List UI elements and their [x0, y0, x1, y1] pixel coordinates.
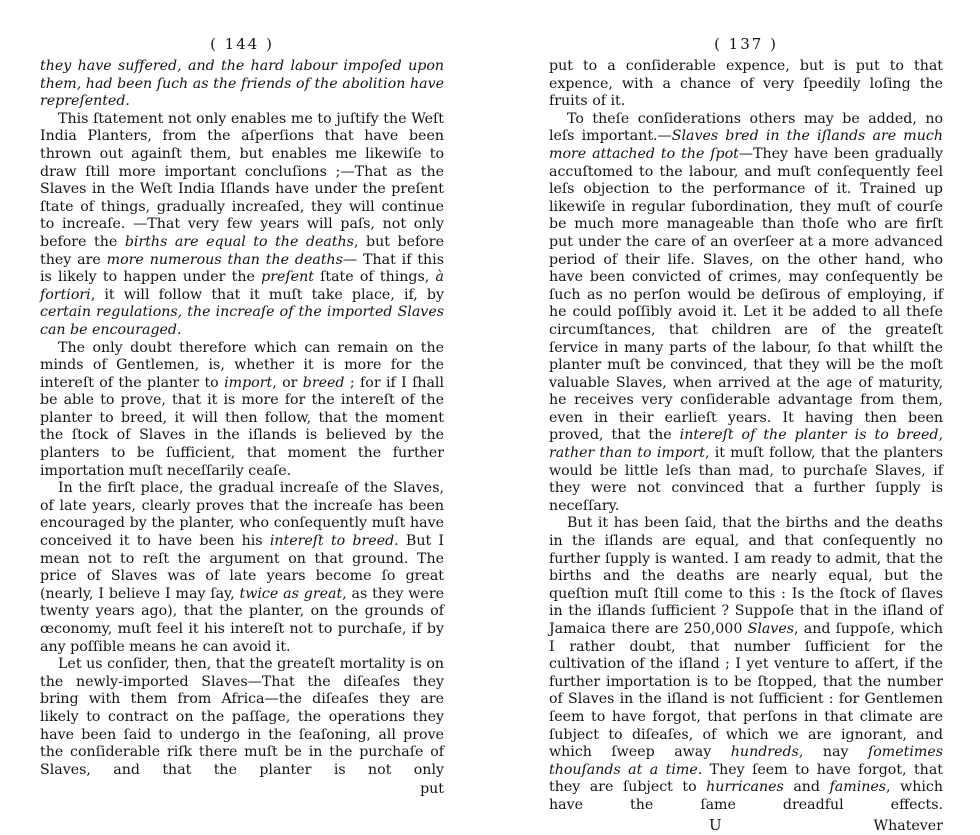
paragraph	[40, 58, 444, 111]
text-run: , it muſt follow, that the planters would be little leſs than mad, to purchaſe Slaves, if they were not convinced that a further ſupply is neceſſary.	[549, 445, 944, 514]
catchword: Whatever	[873, 817, 943, 834]
text-run: The only doubt therefore which can remain on the minds of Gentlemen, is, whether it is more for the intereſt of the planter to	[40, 339, 444, 391]
italic-text: Slaves	[747, 621, 795, 637]
text-run: In the firſt place, the gradual increaſe of the Slaves, of late years, clearly proves that the increaſe has been encouraged by the planter, who conſequently muſt have conceived it to have been his	[40, 480, 444, 550]
italic-text: preſent	[261, 269, 314, 286]
text-run: , but before they are	[40, 233, 444, 268]
page-body	[40, 58, 444, 779]
italic-text: they have suffered, and the hard labour impoſed upon them, had been ſuch as the friends of the abolition have repreſented.	[40, 58, 444, 110]
left-page	[40, 0, 445, 798]
paragraph	[40, 340, 444, 481]
italic-text: import	[224, 374, 273, 391]
page-footer	[40, 781, 444, 799]
signature-mark: U	[709, 815, 722, 834]
paragraph	[40, 480, 444, 656]
italic-text: hundreds	[730, 744, 799, 761]
text-run: This ſtatement not only enables me to juſtify the Weſt India Planters, from the aſperſions that have been thrown out againſt them, but enables me likewiſe to draw ſtill more important concluſions ;—That as the Slaves in the Weſt India Iſlands have under the preſent ſtate of things, gradually increaſed, they will continue to increaſe. —That very few years will paſs, not only before the	[40, 110, 444, 250]
paragraph	[40, 111, 444, 340]
page-footer	[549, 817, 943, 835]
text-run: —They have been gradually accuſtomed to the labour, and muſt conſequently feel leſs objection to the performance of it. Trained up likewiſe in regular ſubordination, they muſt of courſe be much more manageable than thoſe who are firſt put under the care of an overſeer at a more advanced period of their life. Slaves, on the other hand, who have been convicted of crimes, may conſequently be ſuch as no perſon would be deſirous of employing, if he could poſſibly avoid it. Let it be added to all theſe circumſtances, that children are of the greateſt ſervice in many parts of the labour, ſo that whilſt the planter muſt be convinced, that they will be the moſt valuable Slaves, when arrived at the age of maturity, he receives very conſiderable advantage from them, even in their earlieſt years. It having then been proved, that the	[549, 145, 943, 444]
catchword: put	[420, 781, 444, 798]
text-run: , or	[272, 374, 303, 391]
italic-text: ſometimes thouſands at a time.	[549, 744, 944, 778]
text-run: But it has been ſaid, that the births and the deaths in the iſlands are equal, and that conſequently no further ſupply is wanted. I am ready to admit, that the births and the deaths are nearly equal, but the queſtion muſt ſtill come to this : Is the ſtock of ſlaves in the iſlands ſufficient ? Suppoſe that in the iſland of Jamaica there are 250,000	[549, 515, 943, 637]
italic-text: à fortiori	[40, 269, 444, 303]
italic-text: intereſt of the planter is to breed, rather than to import	[549, 427, 943, 462]
page-number: ( 144 )	[210, 35, 274, 53]
text-run: , it will follow that it muſt take place, if, by	[90, 286, 444, 303]
text-run: , nay	[798, 744, 868, 761]
italic-text: famines	[829, 779, 887, 796]
italic-text: hurricanes	[706, 779, 784, 796]
italic-text: breed	[302, 374, 345, 391]
text-run: , as they were twenty years ago), that the planter, on the grounds of œconomy, muſt feel it his intereſt not to purchaſe, if by any poſſible means he can avoid it.	[40, 585, 444, 655]
italic-text: certain regulations, the increaſe of the imported Slaves can be encouraged.	[40, 304, 444, 338]
italic-text: twice as great	[239, 585, 343, 602]
paragraph	[549, 58, 943, 111]
text-run: and	[783, 779, 830, 796]
text-run: , and ſuppoſe, which I rather doubt, that number ſufficient for the cultivation of the iſland ; I yet venture to aſſert, if the further importation is to be ſtopped, that the number of Slaves in the iſland is not ſufficient : for Gentlemen ſeem to have forgot, that perſons in that climate are ſubject to diſeaſes, of which we are ignorant, and which ſweep away	[549, 621, 944, 761]
page-number: ( 137 )	[714, 35, 778, 53]
italic-text: births are equal to the deaths	[124, 233, 354, 250]
text-run: , which have the ſame dreadful effects.	[549, 779, 943, 813]
text-run: Let us conſider, then, that the greateſt mortality is on the newly-imported Slaves—That the diſeaſes they bring with them from Africa—the diſeaſes they are likely to contract on the paſſage, the operations they have been ſaid to undergo in the ſeaſoning, all prove the conſiderable riſk there muſt be in the purchaſe of Slaves, and that the planter is not only	[40, 656, 444, 778]
right-page	[549, 0, 944, 834]
text-run: To theſe conſiderations others may be added, no leſs important.—	[549, 110, 943, 145]
text-run: ſtate of things,	[313, 269, 436, 286]
text-run: They ſeem to have forgot, that they are ſubject to	[549, 761, 943, 796]
text-run: ; for if I ſhall be able to prove, that it is more for the intereſt of the planter to breed, it will then follow, that the moment the ſtock of Slaves in the iſlands is believed by the planters to be ſufficient, that moment the further importation muſt neceſſarily ceaſe.	[40, 374, 444, 479]
italic-text: more numerous than the deaths	[106, 251, 343, 268]
italic-text: Slaves bred in the iſlands are much more attached to the ſpot	[549, 128, 943, 162]
text-run: — That if this is likely to happen under the	[40, 251, 444, 286]
italic-text: intereſt to breed	[269, 533, 395, 550]
page-body	[549, 58, 943, 815]
text-run: put to a conſiderable expence, but is put to that expence, with a chance of very ſpeedily loſing the fruits of it.	[549, 58, 943, 110]
text-run: . But I mean not to reſt the argument on that ground. The price of Slaves was of late years become ſo great (nearly, I believe I may ſay,	[40, 533, 445, 602]
paragraph	[549, 111, 943, 516]
paragraph	[549, 515, 943, 814]
